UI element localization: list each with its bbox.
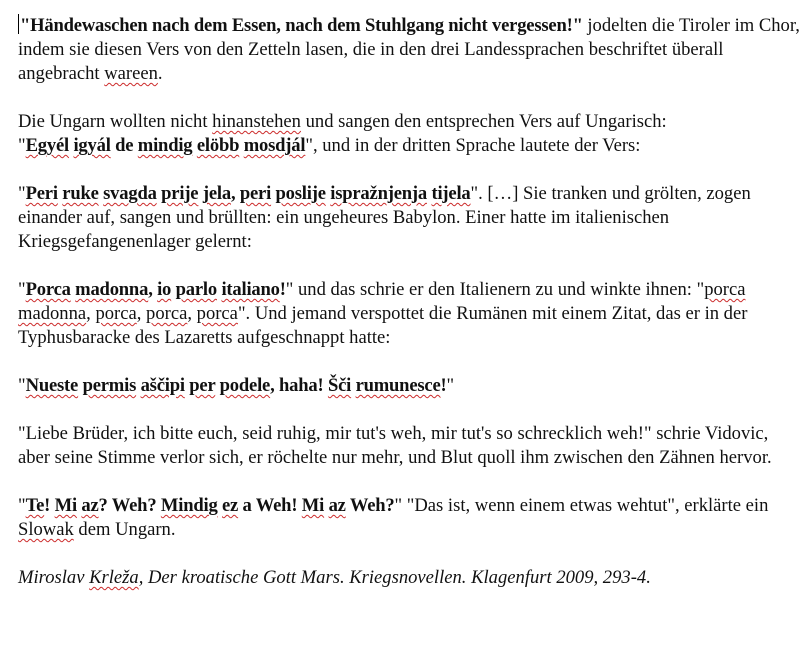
spelling-error[interactable]: io [157,279,172,300]
verse-word: ? Weh? [98,495,161,516]
slovak-verse [26,495,395,516]
spelling-error[interactable]: Krleža [89,567,139,588]
spelling-error[interactable]: Mindig [160,495,218,516]
quote-mark: " [470,183,479,204]
spelling-error[interactable]: svagda [103,183,157,204]
spelling-error[interactable]: igyál [73,135,111,156]
spelling-error[interactable]: porca [95,303,137,324]
text-cursor [18,14,19,34]
spelling-error[interactable]: Mi [301,495,325,516]
quote-mark: " [18,135,26,156]
paragraph-2[interactable] [18,110,804,158]
spelling-error[interactable]: italiano [221,279,280,300]
quote-mark: " [18,495,26,516]
spelling-error[interactable]: rumunesce [355,375,441,396]
citation[interactable] [18,566,804,590]
verse-word: , haha! [270,375,328,396]
romanian-verse [26,375,447,396]
spelling-error[interactable]: Peri [25,183,58,204]
paragraph-text: . […] Sie tranken und grölten, zogen einander auf, sangen und brüllten: ein ungeheures Babylon. Einer hatte im italienischen Kriegsgefangenenlager gelernt: [18,183,751,252]
spelling-error[interactable]: poslije [275,183,326,204]
quote-mark: " [446,375,455,396]
spelling-error[interactable]: Te [25,495,45,516]
quote-mark: " [18,375,26,396]
citation-text: , Der kroatische Gott Mars. Kriegsnovellen. Klagenfurt 2009, 293-4. [138,567,651,588]
spelling-error[interactable]: elöbb [196,135,240,156]
quote-mark: " [18,279,26,300]
verse-word: ? [385,495,395,516]
spelling-error[interactable]: ispražnjenja [330,183,427,204]
quote-mark: " [18,183,26,204]
spelling-error[interactable]: ez [222,495,239,516]
quote-mark: " [285,279,294,300]
croatian-verse [26,183,471,204]
citation-text: Miroslav [18,567,90,588]
paragraph-6[interactable] [18,422,804,470]
spelling-error[interactable]: Egyél [25,135,70,156]
spelling-error[interactable]: madonna [75,279,149,300]
verse-word: ! [44,495,55,516]
spelling-error[interactable]: az [328,495,346,516]
german-verse: "Händewaschen nach dem Essen, nach dem Stuhlgang nicht vergessen!" [20,15,583,36]
spelling-error[interactable]: mindig [137,135,193,156]
spelling-error[interactable]: Porca [25,279,71,300]
spelling-error[interactable]: Slowak [18,519,74,540]
verse-word: ! [440,375,447,396]
document-body[interactable] [18,14,804,590]
spelling-error[interactable]: wareen [104,63,158,84]
hungarian-verse [26,135,306,156]
spelling-error[interactable]: Mi [54,495,77,516]
spelling-error[interactable]: peri [239,183,272,204]
paragraph-3[interactable] [18,182,804,254]
spelling-error[interactable]: tijela [431,183,471,204]
spelling-error[interactable]: madonna [18,303,87,324]
verse-word: , [230,183,240,204]
paragraph-text: dem Ungarn. [73,519,176,540]
spelling-error[interactable]: prije [161,183,199,204]
italian-verse [26,279,286,300]
paragraph-text: . [157,63,163,84]
verse-word: , [136,303,147,324]
verse-word: a Weh! [238,495,302,516]
spelling-error[interactable]: aščipi [140,375,185,396]
spelling-error[interactable]: porca [196,303,238,324]
spelling-error[interactable]: Šči [327,375,352,396]
verse-word: de [110,135,138,156]
spelling-error[interactable]: mosdjál [243,135,306,156]
paragraph-5[interactable] [18,374,804,398]
paragraph-text: jodelten die Tiroler im Chor, indem sie diesen Vers von den Zetteln lasen, die in den drei Landessprachen beschriftet überall angebracht [18,15,800,84]
quote-mark: " [394,495,403,516]
spelling-error[interactable]: az [81,495,99,516]
paragraph-text: ". Und jemand verspottet die Rumänen mit einem Zitat, das er in der Typhusbaracke des Lazaretts aufgeschnappt hatte: [18,303,748,348]
verse-word: ! [279,279,286,300]
verse-word: , [148,279,158,300]
paragraph-7[interactable] [18,494,804,542]
spelling-error[interactable]: ruke [62,183,99,204]
spelling-error[interactable]: porca [146,303,188,324]
spelling-error[interactable]: permis [82,375,137,396]
verse-word: Weh [345,495,386,516]
spelling-error[interactable]: podele [219,375,271,396]
paragraph-text: "Liebe Brüder, ich bitte euch, seid ruhig, mir tut's weh, mir tut's so schrecklich weh!" schrie Vidovic, aber seine Stimme verlor sich, er röchelte nur mehr, und Blut quoll ihm zwischen den Zähnen hervor. [18,423,772,468]
spelling-error[interactable]: hinanstehen [212,111,301,132]
verse-word: , [86,303,96,324]
paragraph-text: , und in der dritten Sprache lautete der Vers: [312,135,641,156]
verse-word: , [187,303,197,324]
spelling-error[interactable]: per [189,375,216,396]
paragraph-text: und sangen den entsprechen Vers auf Ungarisch: [300,111,667,132]
spelling-error[interactable]: Nueste [25,375,79,396]
paragraph-text: "Das ist, wenn einem etwas wehtut", erklärte ein [402,495,769,516]
paragraph-text: und das schrie er den Italienern zu und winkte ihnen: " [293,279,705,300]
spelling-error[interactable]: parlo [175,279,217,300]
spelling-error[interactable]: jela [202,183,231,204]
paragraph-text: Die Ungarn wollten nicht [18,111,213,132]
quote-mark: " [305,135,313,156]
paragraph-1[interactable] [18,14,804,86]
paragraph-4[interactable] [18,278,804,350]
spelling-error[interactable]: porca [704,279,746,300]
